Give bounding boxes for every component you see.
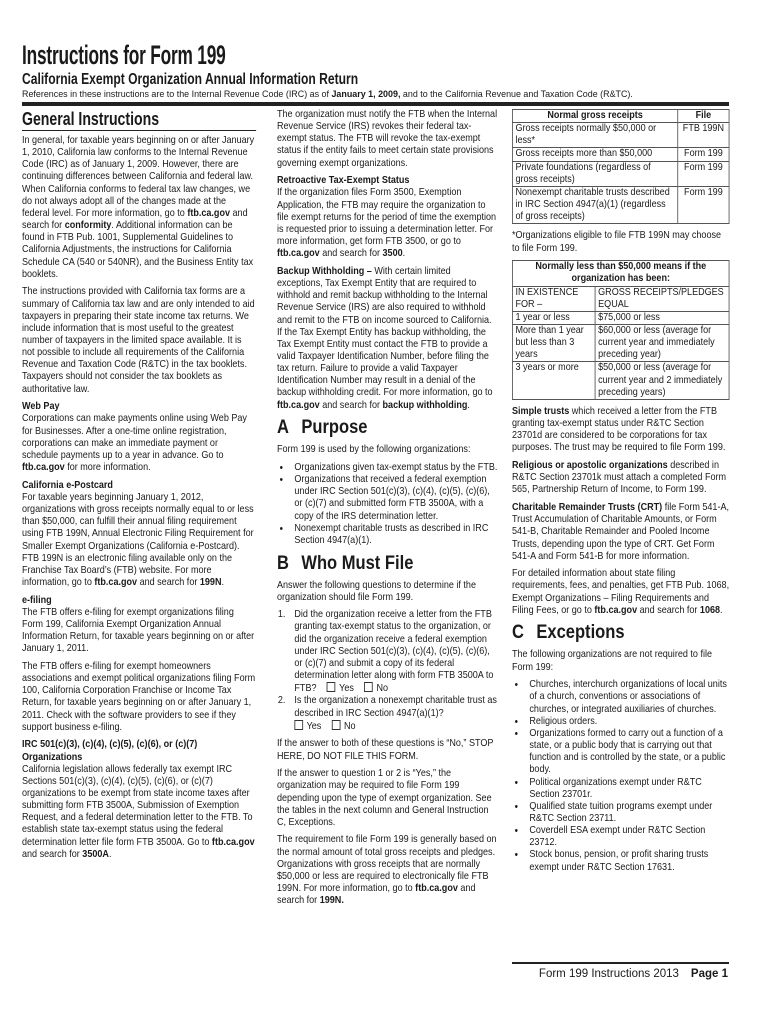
text: . — [221, 576, 225, 588]
question-list — [277, 609, 499, 733]
text: and search for — [637, 604, 700, 616]
section-letter: A — [277, 417, 289, 439]
bold-text: ftb.ca.gov — [211, 836, 255, 848]
column-1 — [22, 109, 256, 866]
bold-text: Simple trusts — [512, 405, 570, 417]
section-letter: C — [512, 622, 524, 644]
bold-text: 3500 — [382, 248, 403, 260]
table-row — [512, 161, 729, 186]
question-number: 2. — [277, 695, 286, 707]
text: Religious orders. — [529, 715, 598, 727]
question-number: 1. — [277, 609, 286, 621]
text: *Organizations eligible to file FTB 199N may choose to file Form 199. — [512, 230, 722, 254]
table-cell: Gross receipts more than $50,000 — [512, 148, 677, 161]
text: and search for — [137, 576, 200, 588]
text: and search for — [277, 883, 476, 907]
normally-less-than-table — [512, 260, 730, 400]
text: Coverdell ESA exempt under R&TC Section 23712. — [529, 825, 706, 849]
column-3 — [512, 109, 730, 879]
bold-text: 199N — [199, 576, 222, 588]
text: The requirement to file Form 199 is generally based on the normal amount of total gross receipts and pledges. Organizations with gross receipts that are normally $50,000 or less are required to electronically file FTB 199N. For more information, go to — [277, 834, 497, 895]
bold-text: 3500A — [82, 848, 109, 860]
table-cell: $75,000 or less — [595, 311, 729, 324]
list-item — [277, 462, 499, 474]
table-row — [512, 286, 729, 311]
paragraph — [512, 502, 730, 563]
checkbox-label: Yes — [339, 683, 354, 695]
table-cell: Form 199 — [678, 161, 729, 186]
page-subtitle: California Exempt Organization Annual Information Return — [22, 71, 359, 88]
question-item — [277, 609, 499, 695]
text: Answer the following questions to determine if the organization should file Form 199. — [277, 579, 476, 603]
paragraph — [277, 580, 499, 604]
text: The following organizations are not required to file Form 199: — [512, 649, 713, 673]
text: Qualified state tuition programs exempt under R&TC Section 23711. — [529, 800, 713, 824]
text: Organizations formed to carry out a function of a state, or a public body that is carrying out that function and is controlled by the state, or a public body. — [529, 727, 726, 776]
text: The organization must notify the FTB when the Internal Revenue Service (IRS) revokes their federal tax-exempt status. The FTB will revoke the tax-exempt status if the entity fails to meet certain state provisions governing exempt organizations. — [277, 109, 498, 169]
text: for more information. — [64, 462, 151, 474]
section-heading-purpose — [277, 417, 499, 439]
bold-text: 199N. — [319, 895, 344, 907]
subheading: Retroactive Tax-Exempt Status — [277, 175, 410, 187]
text: and search for — [22, 848, 83, 860]
paragraph — [512, 649, 730, 673]
table-cell: $50,000 or less (average for current year and 2 immediately preceding years) — [595, 362, 729, 399]
question-item — [277, 695, 499, 732]
paragraph — [512, 460, 730, 496]
text: Organizations given tax-exempt status by the FTB. — [294, 461, 498, 473]
section-heading-exceptions — [512, 622, 730, 644]
list-item — [277, 474, 499, 523]
text: and search for — [319, 248, 383, 260]
bold-text: 1068 — [699, 604, 721, 616]
text: California legislation allows federally tax exempt IRC Sections 501(c)(3), (c)(4), (c)(5), (c)(6), or (c)(7) organizations to be exempt from state income taxes after submitting form FTB 3500A, Submission of Exemption Request, and a federal determination letter to the FTB. To establish state tax-exempt status using the federal determination letter file form FTB 3500A. Go to — [22, 763, 253, 848]
table-cell: 3 years or more — [512, 362, 595, 399]
text: For taxable years beginning January 1, 2012, organizations with gross receipts normally equal to or less than $50,000, can fulfill their annual filing requirement using FTB 199N, Annual Electronic Filing Requirement for Smaller Exempt Organizations (California e-Postcard). FTB 199N is an electronic filing available only on the Franchise Tax Board’s (FTB) website. For more information, go to — [22, 491, 254, 588]
text: References in these instructions are to the Internal Revenue Code (IRC) as of — [22, 89, 332, 100]
paragraph — [22, 661, 256, 734]
paragraph — [277, 834, 499, 907]
checkbox-label: No — [376, 683, 389, 695]
paragraph — [512, 406, 730, 455]
bold-text: Religious or apostolic organizations — [512, 460, 668, 472]
bold-text: backup withholding — [382, 399, 468, 411]
text: and to the California Revenue and Taxation Code (R&TC). — [400, 89, 633, 100]
text: Did the organization receive a letter from the FTB granting tax-exempt status to the organization, or did the organization receive a federal exemption under IRC Section 501(c)(3), (c)(4), (c)(5), (c)(6), or (c)(7) and submit a copy of its federal determination letter along with form FTB 3500A to FTB? — [294, 609, 494, 695]
top-divider — [22, 102, 729, 106]
table-cell: Private foundations (regardless of gross receipts) — [512, 161, 677, 186]
list-item — [277, 523, 499, 547]
references-note — [22, 89, 633, 100]
paragraph — [277, 444, 499, 456]
bullet-list — [277, 462, 499, 547]
table-row — [512, 362, 729, 399]
text: . — [467, 399, 470, 411]
text: Nonexempt charitable trusts as described in IRC Section 4947(a)(1). — [294, 522, 489, 546]
text: . — [720, 604, 723, 616]
text: The FTB offers e-filing for exempt homeowners associations and exempt political organizations filing Form 100, California Corporation Franchise or Income Tax Return, for taxable years beginning on or after January 1, 2011. Check with the software providers to see if they support business e-filing. — [22, 660, 256, 733]
text: The instructions provided with California tax forms are a summary of California tax law and are only intended to aid taxpayers in preparing their state income tax returns. We include information that is most useful to the greatest number of taxpayers in the limited space available. It is not possible to include all requirements of the California Revenue and Taxation Code (R&TC) in the tax booklets. Taxpayers should not consider the tax booklets as authoritative law. — [22, 286, 255, 395]
filing-requirements-table — [512, 109, 730, 224]
text: Churches, interchurch organizations of local units of a church, conventions or associations of churches, or integrated auxiliaries of churches. — [529, 679, 727, 715]
list-item — [512, 849, 730, 873]
table-header-row — [512, 110, 729, 123]
table-row — [512, 123, 729, 148]
bold-text: ftb.ca.gov — [22, 462, 65, 474]
section-letter: B — [277, 552, 289, 574]
table-cell: GROSS RECEIPTS/PLEDGES EQUAL — [595, 286, 729, 311]
bold-text: ftb.ca.gov — [277, 248, 320, 260]
text: Is the organization a nonexempt charitable trust as described in IRC Section 4947(a)(1)? — [294, 695, 497, 719]
paragraph — [22, 607, 256, 656]
bold-text: ftb.ca.gov — [187, 207, 231, 219]
column-2 — [277, 109, 499, 913]
checkbox-label: Yes — [306, 720, 322, 732]
paragraph — [22, 286, 256, 395]
page-footer — [539, 968, 728, 980]
text: If the answer to both of these questions is “No,” STOP HERE, DO NOT FILE THIS FORM. — [277, 738, 494, 762]
bold-text: conformity — [64, 220, 112, 232]
section-title: Exceptions — [536, 622, 625, 644]
subheading: California e-Postcard — [22, 479, 113, 491]
text: In general, for taxable years beginning on or after January 1, 2010, California law conforms to the Internal Revenue Code (IRC) as of January 1, 2009. However, there are continuing differences between California and federal law. When California conforms to federal tax law changes, we do not always adopt all of the changes made at the federal level. For more information, go to — [22, 135, 255, 219]
bold-text: ftb.ca.gov — [594, 604, 638, 616]
table-cell: More than 1 year but less than 3 years — [512, 325, 595, 362]
table-cell: Nonexempt charitable trusts described in IRC Section 4947(a)(1) (regardless of gross receipts) — [512, 186, 677, 223]
page-number: Page 1 — [690, 968, 728, 980]
footer-label: Form 199 Instructions 2013 — [538, 968, 679, 980]
text: and search for — [319, 399, 383, 411]
subheading: Web Pay — [22, 401, 60, 413]
table-cell: FTB 199N — [678, 123, 729, 148]
table-row — [512, 325, 729, 362]
checkbox[interactable] — [294, 720, 303, 730]
paragraph — [512, 230, 730, 254]
bold-text: ftb.ca.gov — [415, 883, 458, 895]
checkbox-label: No — [343, 720, 356, 732]
bullet-list — [512, 679, 730, 874]
text: Corporations can make payments online using Web Pay for Businesses. After a one-time online registration, corporations can make an immediate payment or schedule payments up to a year in advance. Go to — [22, 413, 247, 461]
bold-text: ftb.ca.gov — [94, 576, 138, 588]
table-cell: $60,000 or less (average for current year and immediately preceding year) — [595, 325, 729, 362]
text: . — [108, 848, 112, 860]
page-title: Instructions for Form 199 — [22, 40, 226, 70]
subheading: e-filing — [22, 594, 52, 606]
text: Political organizations exempt under R&TC Section 23701r. — [529, 776, 702, 800]
list-item — [512, 728, 730, 777]
table-row — [512, 186, 729, 223]
paragraph — [512, 568, 730, 617]
table-cell: Form 199 — [678, 186, 729, 223]
text: If the answer to question 1 or 2 is “Yes,” the organization may be required to file Form 199 depending upon the type of exempt organization. See the tables in the next column and General Instruction C, Exceptions. — [277, 768, 492, 828]
text: The FTB offers e-filing for exempt organizations filing Form 199, California Exempt Organization Annual Information Return, for taxable years beginning on or after January 1, 2011. — [22, 606, 255, 655]
section-title: Purpose — [301, 417, 368, 439]
bold-text: Charitable Remainder Trusts (CRT) — [512, 502, 663, 514]
checkbox[interactable] — [327, 682, 336, 692]
section-heading-who-must-file — [277, 553, 499, 575]
text: and search for — [22, 207, 248, 232]
list-item — [512, 825, 730, 849]
text: . — [402, 248, 406, 260]
table-row — [512, 148, 729, 161]
list-item — [512, 801, 730, 825]
text: which received a letter from the FTB granting tax-exempt status under R&TC Section 23701d are considered to be corporations for tax purposes. The trust may be required to file Form 199. — [512, 405, 726, 454]
column-header: File — [678, 110, 729, 123]
paragraph — [22, 492, 256, 589]
table-cell: 1 year or less — [512, 311, 595, 324]
checkbox[interactable] — [364, 682, 373, 692]
text: Organizations that received a federal exemption under IRC Section 501(c)(3), (c)(4), (c)(5), (c)(6), or (c)(7) and submitted form FTB 3500A, with a copy of the IRS determination letter. — [294, 474, 490, 522]
paragraph — [277, 187, 499, 260]
column-header: Normal gross receipts — [512, 110, 677, 123]
table-cell: IN EXISTENCE FOR – — [512, 286, 595, 311]
checkbox[interactable] — [332, 720, 341, 730]
text: Form 199 is used by the following organizations: — [277, 444, 471, 456]
text: file Form 541-A, Trust Accumulation of Charitable Amounts, or Form 541-B, Charitable Remainder and Pooled Income Trusts, depending upon the type of CRT. Get Form 541-A and Form 541-B for more information. — [512, 502, 730, 562]
footer-divider — [512, 962, 729, 964]
text: If the organization files Form 3500, Exemption Application, the FTB may require the organization to file exempt returns for the period of time the exemption is requested prior to issuing a determination letter. For more information, get form FTB 3500, or go to — [277, 187, 497, 248]
text: described in R&TC Section 23701k must attach a completed Form 565, Partnership Return of Income, to Form 199. — [512, 460, 727, 496]
list-item — [512, 716, 730, 728]
table-cell: Form 199 — [678, 148, 729, 161]
paragraph — [22, 413, 256, 474]
text: For detailed information about state filing requirements, fees, and penalties, get FTB Pub. 1068, Exempt Organizations – Filing Requirements and Filing Fees, or go to — [512, 568, 730, 616]
subheading: IRC 501(c)(3), (c)(4), (c)(5), (c)(6), or (c)(7) Organizations — [22, 739, 198, 763]
section-heading: General Instructions — [22, 109, 256, 131]
table-row — [512, 311, 729, 324]
bold-text: Backup Withholding – — [277, 265, 372, 277]
list-item — [512, 679, 730, 715]
paragraph — [22, 135, 256, 281]
text: With certain limited exceptions, Tax Exempt Entity that are required to withhold and remit backup withholding to the Internal Revenue Service (IRS) are also required to withhold and remit to the FTB on income sourced to California. If the Tax Exempt Entity has backup withholding, the Tax Exempt Entity must contact the FTB to provide a valid Taxpayer Identification Number, before filing the tax return. Failure to provide a valid Taxpayer Identification Number may result in a denial of the backup withholding credit. For more information, go to — [277, 265, 493, 399]
paragraph — [277, 768, 499, 829]
paragraph — [277, 109, 499, 170]
paragraph — [277, 266, 499, 412]
table-caption-row — [512, 261, 729, 286]
paragraph — [22, 764, 256, 861]
bold-text: ftb.ca.gov — [277, 399, 320, 411]
bold-text: January 1, 2009, — [331, 89, 401, 100]
paragraph — [277, 738, 499, 762]
table-caption: Normally less than $50,000 means if the organization has been: — [512, 261, 729, 286]
list-item — [512, 777, 730, 801]
table-cell: Gross receipts normally $50,000 or less* — [512, 123, 677, 148]
text: Stock bonus, pension, or profit sharing trusts exempt under R&TC Section 17631. — [529, 849, 709, 873]
section-title: Who Must File — [301, 552, 414, 574]
text: . Additional information can be found in FTB Pub. 1001, Supplemental Guidelines to California Adjustments, the instructions for California Schedule CA (540 or 540NR), and the Business Entity tax booklets. — [22, 220, 254, 280]
